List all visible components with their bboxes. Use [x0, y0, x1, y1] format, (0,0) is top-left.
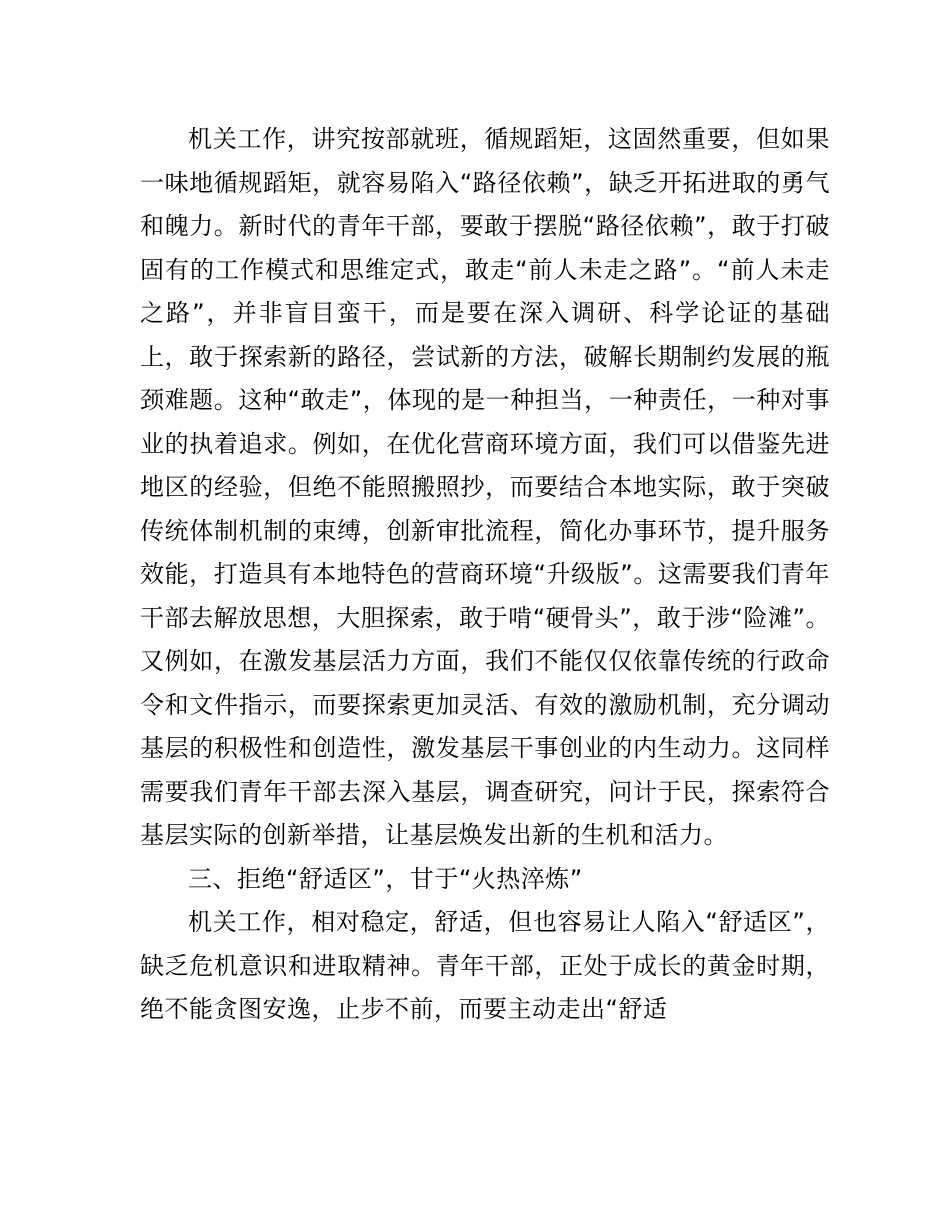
paragraph-path-dependency: 机关工作，讲究按部就班，循规蹈矩，这固然重要，但如果一味地循规蹈矩，就容易陷入“路径依赖”，缺乏开拓进取的勇气和魄力。新时代的青年干部，要敢于摆脱“路径依赖”，敢于打破固有的工作模式和思维定式，敢走“前人未走之路”。“前人未走之路”，并非盲目蛮干，而是要在深入调研、科学论证的基础上，敢于探索新的路径，尝试新的方法，破解长期制约发展的瓶颈难题。这种“敢走”，体现的是一种担当，一种责任，一种对事业的执着追求。例如，在优化营商环境方面，我们可以借鉴先进地区的经验，但绝不能照搬照抄，而要结合本地实际，敢于突破传统体制机制的束缚，创新审批流程，简化办事环节，提升服务效能，打造具有本地特色的营商环境“升级版”。这需要我们青年干部去解放思想，大胆探索，敢于啃“硬骨头”，敢于涉“险滩”。又例如，在激发基层活力方面，我们不能仅仅依靠传统的行政命令和文件指示，而要探索更加灵活、有效的激励机制，充分调动基层的积极性和创造性，激发基层干事创业的内生动力。这同样需要我们青年干部去深入基层，调查研究，问计于民，探索符合基层实际的创新举措，让基层焕发出新的生机和活力。: [140, 125, 830, 849]
section-heading-comfort-zone: 三、拒绝“舒适区”，甘于“火热淬炼”: [188, 864, 583, 893]
document-body: [140, 118, 830, 1032]
paragraph-comfort-zone: 机关工作，相对稳定，舒适，但也容易让人陷入“舒适区”，缺乏危机意识和进取精神。青年干部，正处于成长的黄金时期，绝不能贪图安逸，止步不前，而要主动走出“舒适: [140, 908, 830, 1023]
